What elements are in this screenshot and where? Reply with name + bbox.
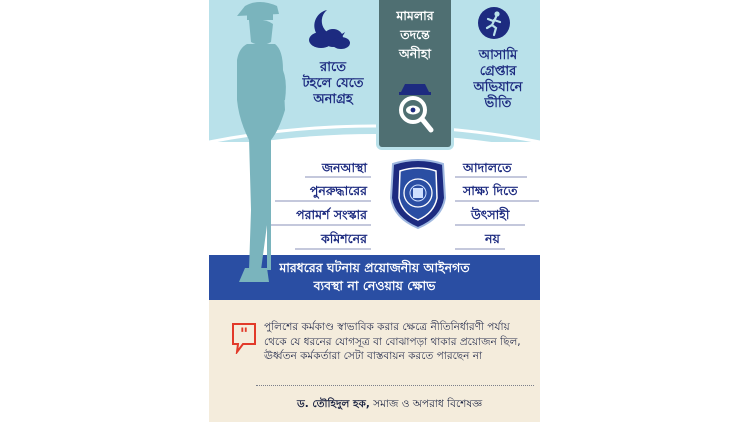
right-line-dividers	[455, 176, 540, 252]
top-left-line-3: অনাগ্রহ	[313, 91, 353, 107]
police-badge-icon	[387, 158, 449, 230]
middle-left-line-3: পরামর্শ সংস্কার	[296, 207, 367, 222]
banner-line-2: ব্যবস্থা না নেওয়ায় ক্ষোভ	[313, 278, 436, 293]
middle-right-line-2: সাক্ষ্য দিতে	[463, 183, 518, 198]
quote-attribution	[297, 397, 482, 414]
middle-left-line-1: জনআস্থা	[321, 160, 367, 175]
center-line-1: মামলার	[396, 8, 434, 23]
investigation-text	[379, 6, 451, 63]
quote-bubble-icon	[231, 322, 257, 354]
middle-left-line-4: কমিশনের	[320, 231, 367, 246]
moon-cloud-icon	[305, 8, 355, 52]
infographic-panel	[209, 0, 540, 422]
svg-text:": "	[239, 324, 249, 343]
quote-separator	[256, 385, 534, 386]
top-right-line-3: অভিযানে	[473, 79, 523, 95]
middle-right-line-3: উৎসাহী	[471, 207, 510, 222]
top-right-line-4: ভীতি	[484, 95, 512, 111]
top-left-line-1: রাতে	[320, 60, 346, 75]
banner-line-1: মারধরের ঘটনায় প্রয়োজনীয় আইনগত	[279, 260, 470, 275]
top-right-line-2: গ্রেপ্তার	[479, 63, 517, 79]
top-left-line-2: টহলে যেতে	[302, 75, 364, 91]
magnifying-glass-eye-icon	[393, 80, 437, 136]
middle-right-line-4: নয়	[485, 231, 500, 246]
middle-right-line-1: আদালতে	[463, 160, 512, 175]
arrest-fear-text	[463, 48, 533, 111]
author-role: সমাজ ও অপরাধ বিশেষজ্ঞ	[373, 398, 483, 410]
police-officer-silhouette	[209, 0, 309, 300]
investigation-box	[376, 0, 454, 150]
running-person-icon	[477, 6, 511, 40]
middle-left-line-2: পুনরুদ্ধারের	[309, 183, 367, 198]
expert-quote: পুলিশের কর্মকাণ্ড স্বাভাবিক করার ক্ষেত্রে নীতিনির্ধারণী পর্যায় থেকে যে ধরনের যোগসূত্র বা বোঝাপড়া থাকার প্রয়োজন ছিল, ঊর্ধ্বতন কর্মকর্তারা সেটা বাস্তবায়ন করতে পারছেন না	[264, 321, 521, 362]
top-right-line-1: আসামি	[478, 48, 518, 63]
center-line-2: তদন্তে	[400, 27, 430, 42]
author-name: ড. তৌহিদুল হক,	[297, 398, 370, 410]
center-line-3: অনীহা	[398, 46, 432, 61]
